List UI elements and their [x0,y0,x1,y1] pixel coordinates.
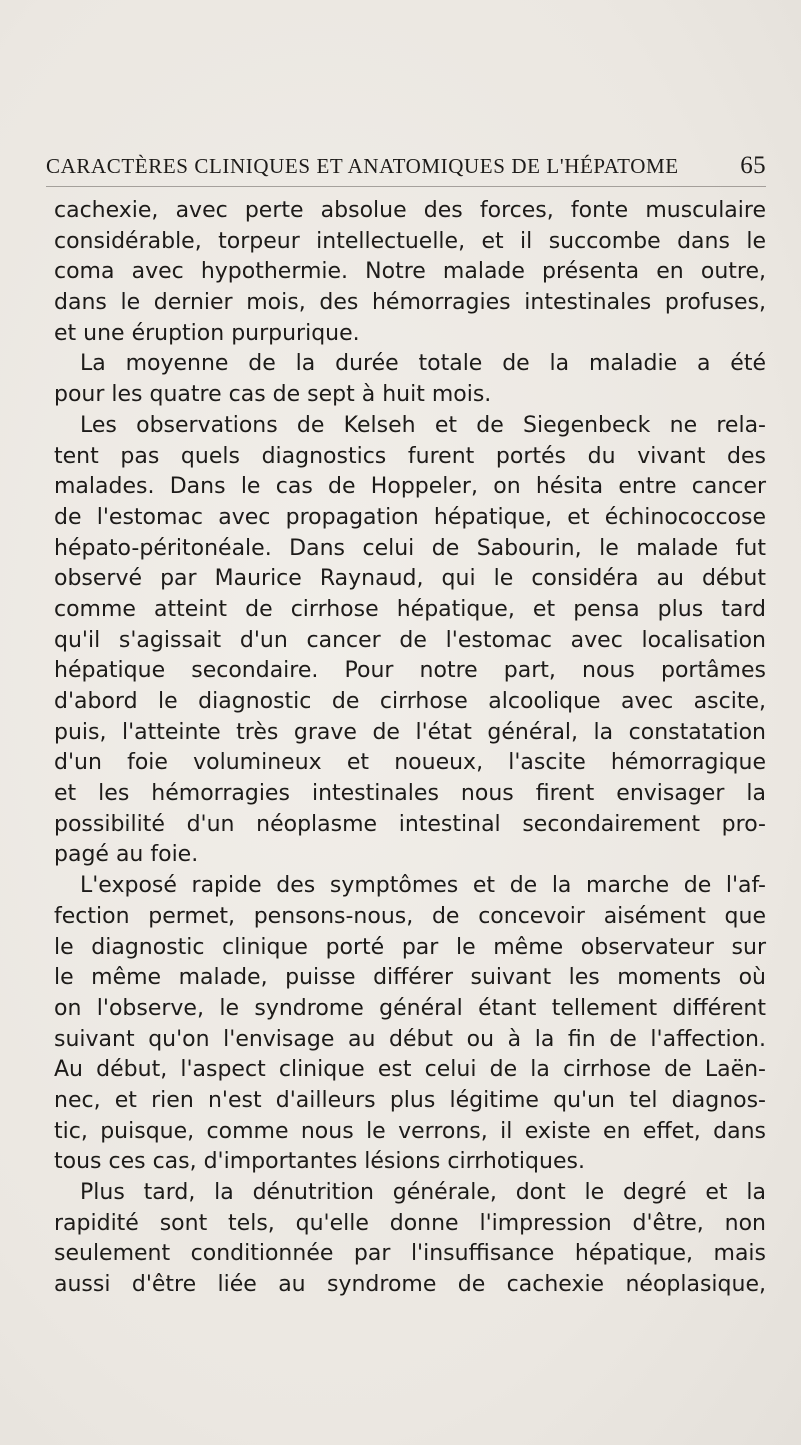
text-line: et une éruption purpurique. [54,320,360,346]
text-line: fection permet, pensons-nous, de concevoir aisément que [54,903,766,929]
text-line: hépato-péritonéale. Dans celui de Sabourin, le malade fut [54,535,766,561]
text-line: seulement conditionnée par l'insuffisance hépatique, mais [54,1241,766,1267]
body-text [54,196,766,1301]
text-line: Au début, l'aspect clinique est celui de la cirrhose de Laën- [54,1057,766,1083]
text-line: pour les quatre cas de sept à huit mois. [54,382,492,408]
text-line: on l'observe, le syndrome général étant tellement différent [54,995,766,1021]
text-line: cachexie, avec perte absolue des forces, fonte musculaire [54,198,766,223]
running-header [46,154,766,184]
text-line: suivant qu'on l'envisage au début ou à la fin de l'affection. [54,1026,766,1052]
text-line: d'un foie volumineux et noueux, l'ascite hémorragique [54,750,766,776]
text-line: rapidité sont tels, qu'elle donne l'impression d'être, non [54,1210,766,1236]
text-line: coma avec hypothermie. Notre malade présenta en outre, [54,259,766,285]
running-title: CARACTÈRES CLINIQUES ET ANATOMIQUES DE L'HÉPATOME [46,154,679,178]
text-line: La moyenne de la durée totale de la maladie a été [80,351,766,377]
text-line: Plus tard, la dénutrition générale, dont le degré et la [80,1180,766,1205]
text-line: considérable, torpeur intellectuelle, et il succombe dans le [54,228,766,254]
text-line: hépatique secondaire. Pour notre part, nous portâmes [54,658,766,684]
text-line: malades. Dans le cas de Hoppeler, on hésita entre cancer [54,474,766,500]
text-line: d'abord le diagnostic de cirrhose alcoolique avec ascite, [54,689,766,714]
text-line: le diagnostic clinique porté par le même observateur sur [54,934,766,960]
text-line: dans le dernier mois, des hémorragies intestinales profuses, [54,290,766,316]
text-line: qu'il s'agissait d'un cancer de l'estomac avec localisation [54,627,766,653]
text-line: observé par Maurice Raynaud, qui le considéra au début [54,566,766,592]
text-line: comme atteint de cirrhose hépatique, et pensa plus tard [54,596,766,622]
text-line: tent pas quels diagnostics furent portés du vivant des [54,443,766,469]
text-line: pagé au foie. [54,842,199,868]
text-line: tous ces cas, d'importantes lésions cirrhotiques. [54,1149,585,1175]
page-number: 65 [740,152,766,179]
text-line: L'exposé rapide des symptômes et de la marche de l'af- [80,873,766,899]
text-line: possibilité d'un néoplasme intestinal secondairement pro- [54,811,766,837]
text-line: et les hémorragies intestinales nous firent envisager la [54,781,766,807]
text-line: nec, et rien n'est d'ailleurs plus légitime qu'un tel diagnos- [54,1087,766,1113]
text-line: Les observations de Kelseh et de Siegenbeck ne rela- [80,412,766,438]
text-line: de l'estomac avec propagation hépatique, et échinococcose [54,504,766,530]
header-rule [46,186,766,187]
text-line: aussi d'être liée au syndrome de cachexie néoplasique, [54,1272,766,1298]
text-line: tic, puisque, comme nous le verrons, il existe en effet, dans [54,1118,766,1144]
text-line: le même malade, puisse différer suivant les moments où [54,965,766,991]
text-line: puis, l'atteinte très grave de l'état général, la constatation [54,719,766,745]
